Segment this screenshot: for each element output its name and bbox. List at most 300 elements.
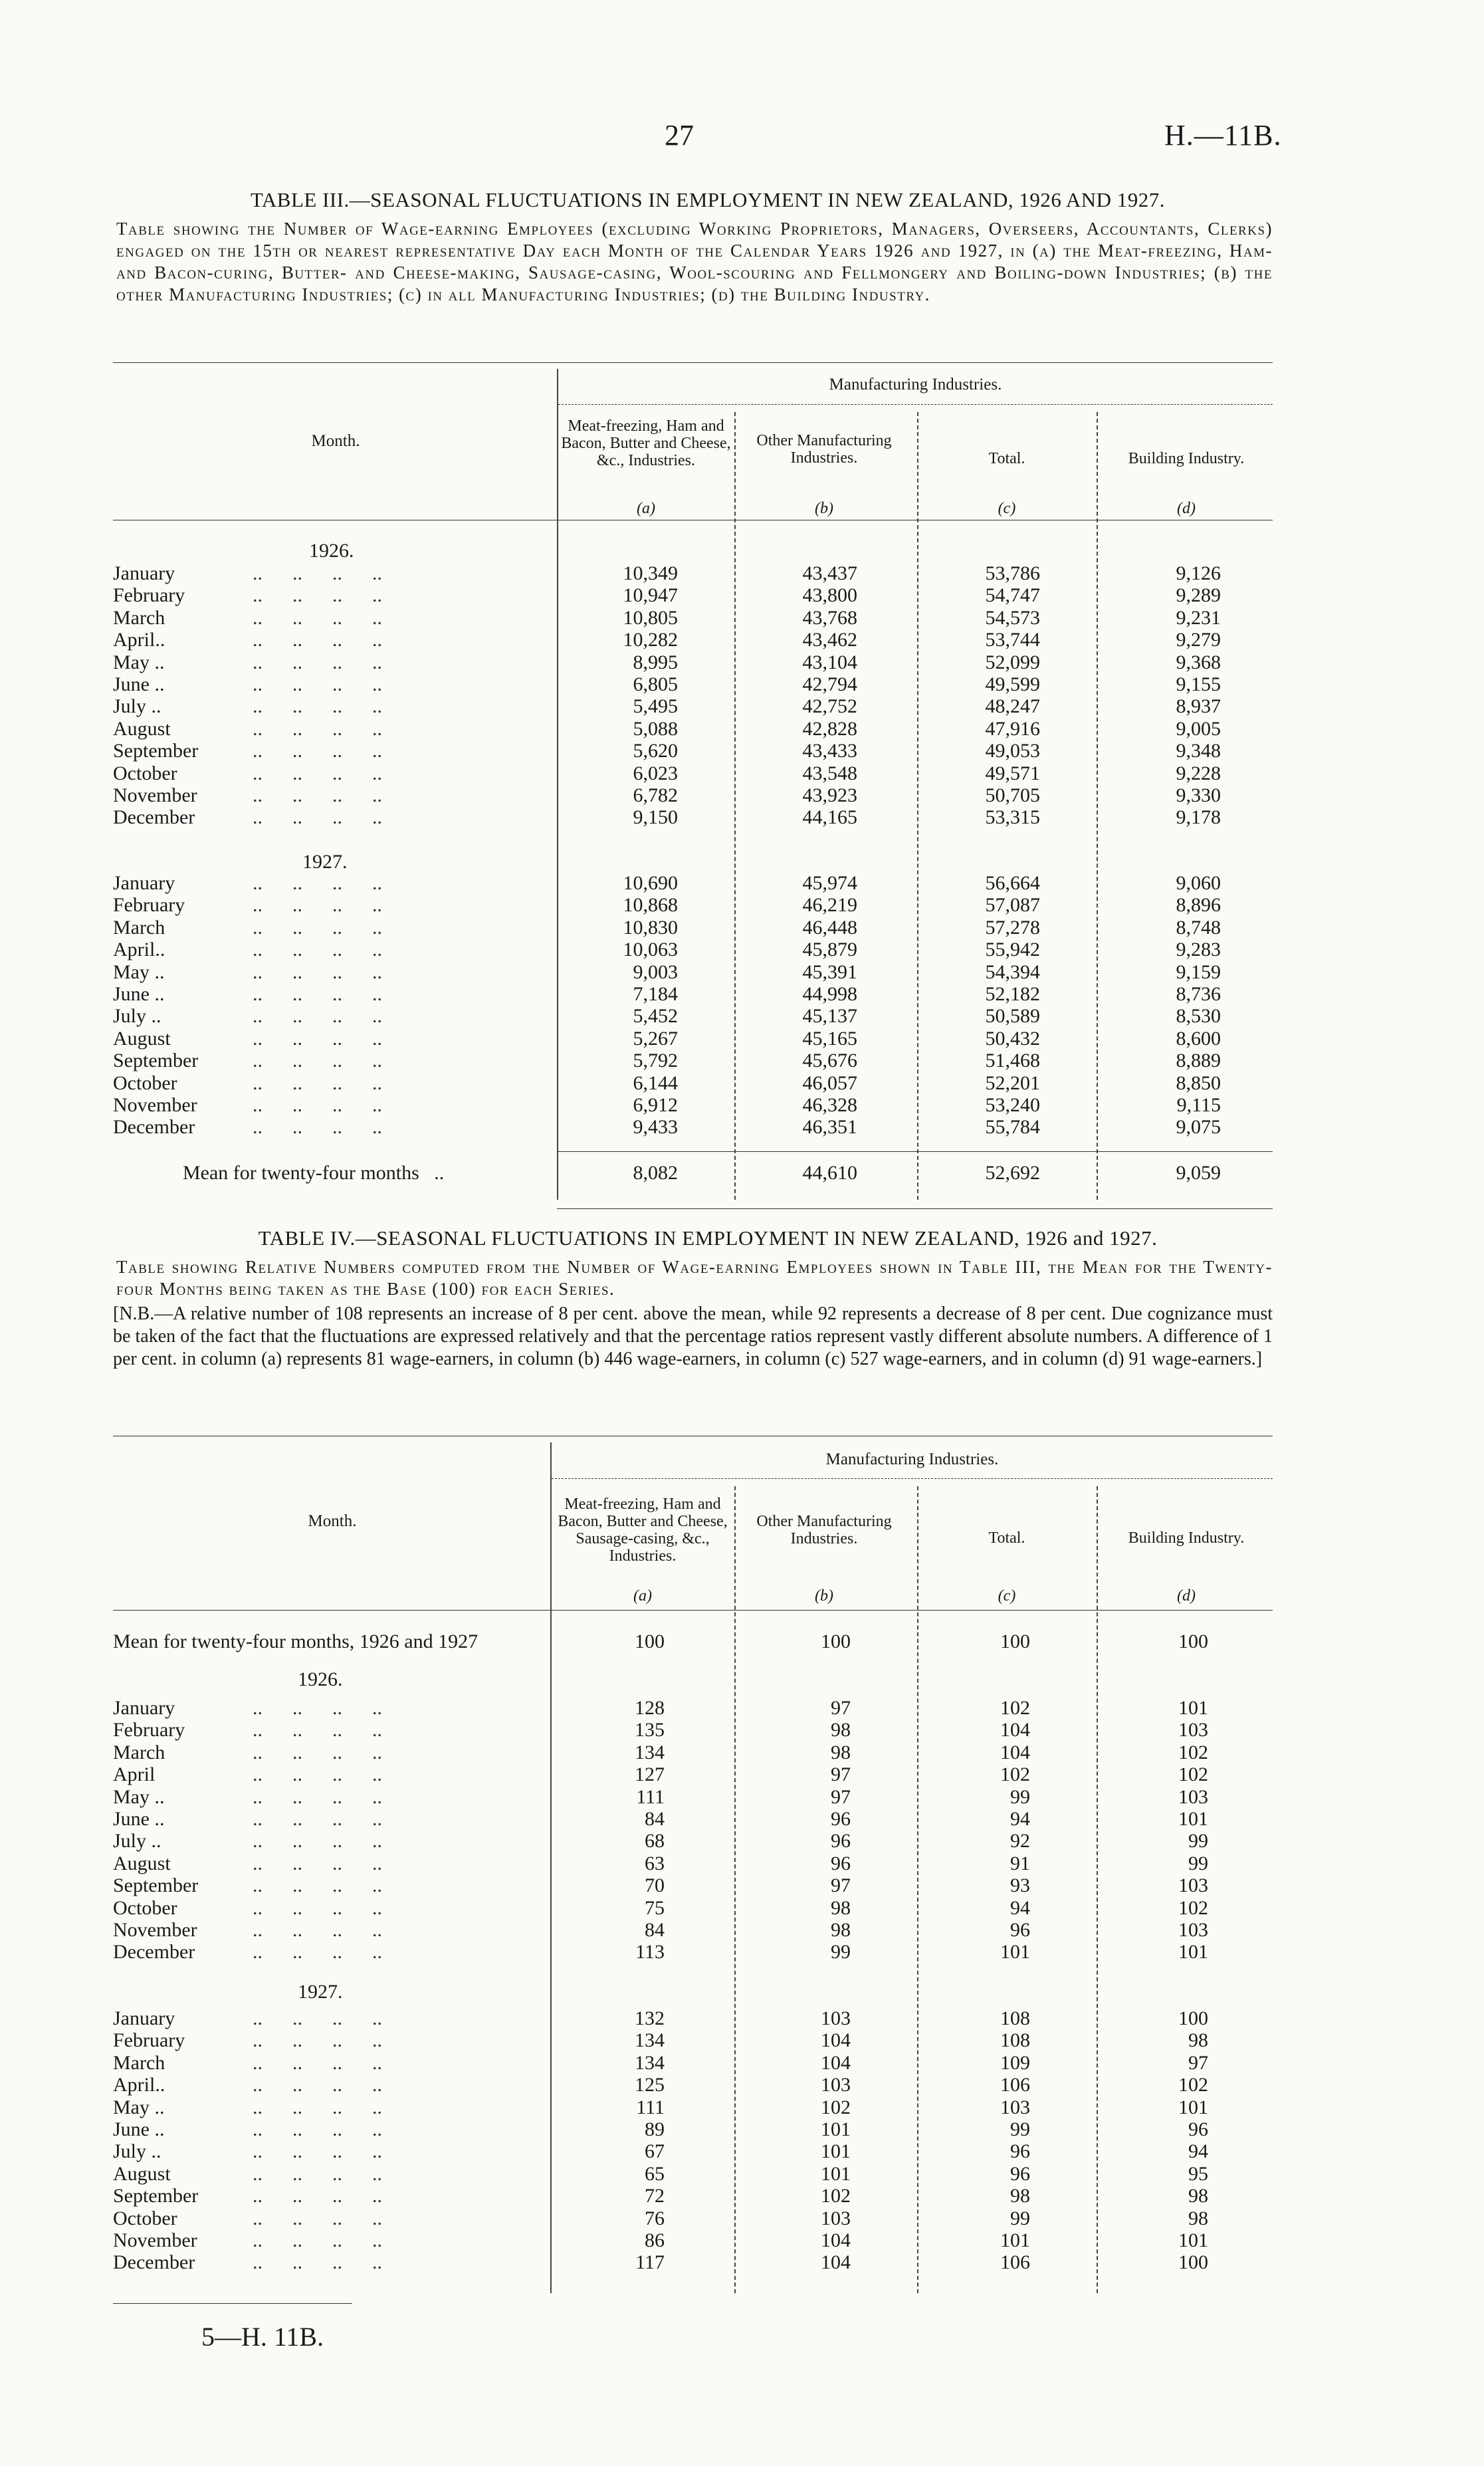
table4-row: [0, 1763, 1484, 1786]
leader-dots: .. .. .. ..: [253, 1874, 382, 1897]
leader-dots: .. .. .. ..: [253, 2029, 382, 2052]
cell-col-c: 50,432: [985, 1027, 1040, 1050]
table3-letter-a: (a): [637, 500, 655, 517]
table3-row: [0, 939, 1484, 961]
table4-description: Table showing Relative Numbers computed from the Number of Wage-earning Employees shown in Table III, the Mean for the Twenty-four Months being taken as the Base (100) for each Series.: [116, 1257, 1273, 1299]
leader-dots: .. .. .. ..: [253, 695, 382, 718]
cell-col-c: 49,571: [985, 762, 1040, 784]
table4-row: [0, 2207, 1484, 2230]
leader-dots: .. .. .. ..: [253, 2207, 382, 2229]
cell-col-b: 42,828: [802, 717, 857, 740]
leader-dots: .. .. .. ..: [253, 806, 382, 829]
cell-col-d: 8,889: [1176, 1050, 1221, 1072]
cell-col-c: 108: [1000, 2029, 1030, 2052]
table3-manufacturing-header: Manufacturing Industries.: [829, 376, 1002, 393]
month-label: July ..: [113, 695, 161, 718]
month-label: April..: [113, 629, 165, 651]
table3-row: [0, 983, 1484, 1006]
cell-col-b: 98: [831, 1741, 851, 1763]
cell-col-c: 108: [1000, 2007, 1030, 2029]
cell-col-c: 51,468: [985, 1050, 1040, 1072]
table4-col-a-header: Meat-freezing, Ham and Bacon, Butter and Cheese, Sausage-casing, &c., Industries.: [558, 1496, 728, 1565]
month-label: March: [113, 2051, 165, 2074]
cell-col-a: 70: [645, 1874, 665, 1897]
cell-col-b: 97: [831, 1874, 851, 1897]
cell-col-d: 99: [1188, 1830, 1208, 1852]
month-label: August: [113, 717, 171, 740]
table3-col-b-header: Other Manufacturing Industries.: [756, 432, 892, 467]
table3-col-c-header: Total.: [988, 450, 1025, 467]
month-label: July ..: [113, 2140, 161, 2163]
leader-dots: .. .. .. ..: [253, 762, 382, 784]
cell-col-d: 103: [1178, 1874, 1208, 1897]
cell-col-d: 102: [1178, 1741, 1208, 1763]
table4-year-1927: 1927.: [298, 1981, 343, 2003]
cell-col-b: 43,923: [802, 784, 857, 806]
cell-col-c: 109: [1000, 2051, 1030, 2074]
cell-col-b: 98: [831, 1919, 851, 1941]
month-label: December: [113, 2251, 195, 2274]
cell-col-a: 113: [635, 1941, 665, 1963]
cell-col-b: 98: [831, 1719, 851, 1741]
cell-col-d: 9,178: [1176, 806, 1221, 829]
month-label: May ..: [113, 651, 165, 673]
table3-row: [0, 584, 1484, 607]
table3-letter-b: (b): [815, 500, 833, 517]
cell-col-c: 104: [1000, 1741, 1030, 1763]
table4-manufacturing-header: Manufacturing Industries.: [825, 1450, 999, 1468]
leader-dots: .. .. .. ..: [253, 894, 382, 917]
cell-col-d: 9,228: [1176, 762, 1221, 784]
cell-col-b: 45,391: [802, 960, 857, 983]
cell-col-c: 55,784: [985, 1116, 1040, 1139]
table3-row: [0, 695, 1484, 718]
cell-col-c: 99: [1010, 1785, 1030, 1808]
cell-col-c: 49,053: [985, 740, 1040, 762]
cell-col-b: 43,462: [802, 629, 857, 651]
leader-dots: .. .. .. ..: [253, 1050, 382, 1072]
table4-row: [0, 2229, 1484, 2252]
leader-dots: .. .. .. ..: [253, 1697, 382, 1719]
leader-dots: .. .. .. ..: [253, 1071, 382, 1094]
cell-col-c: 101: [1000, 2229, 1030, 2251]
cell-col-b: 101: [821, 2140, 851, 2163]
table4-row: [0, 2118, 1484, 2141]
month-label: October: [113, 762, 177, 784]
table4-mean-col-a: 100: [635, 1630, 665, 1652]
cell-col-d: 99: [1188, 1852, 1208, 1874]
month-label: January: [113, 872, 175, 894]
month-label: June ..: [113, 2118, 165, 2140]
cell-col-c: 103: [1000, 2096, 1030, 2118]
cell-col-d: 9,368: [1176, 651, 1221, 673]
cell-col-a: 111: [636, 2096, 665, 2118]
table3-col-a-header: Meat-freezing, Ham and Bacon, Butter and Cheese, &c., Industries.: [561, 417, 731, 469]
table3-row: [0, 1028, 1484, 1050]
cell-col-a: 75: [645, 1896, 665, 1919]
month-label: April: [113, 1763, 156, 1786]
table3-year-1926: 1926.: [309, 540, 354, 562]
cell-col-b: 44,165: [802, 806, 857, 829]
cell-col-c: 94: [1010, 1896, 1030, 1919]
leader-dots: .. .. .. ..: [253, 1896, 382, 1919]
cell-col-c: 99: [1010, 2118, 1030, 2140]
cell-col-d: 9,279: [1176, 629, 1221, 651]
leader-dots: .. .. .. ..: [253, 983, 382, 1005]
month-label: October: [113, 1071, 177, 1094]
cell-col-c: 99: [1010, 2207, 1030, 2229]
table3-year-1927: 1927.: [302, 851, 348, 873]
cell-col-a: 127: [635, 1763, 665, 1786]
table3-row: [0, 784, 1484, 807]
table3-mean-col-b: 44,610: [802, 1162, 857, 1184]
cell-col-b: 104: [821, 2029, 851, 2052]
leader-dots: .. .. .. ..: [253, 1763, 382, 1786]
cell-col-b: 46,328: [802, 1094, 857, 1116]
cell-col-d: 9,115: [1176, 1094, 1221, 1116]
cell-col-c: 52,182: [985, 983, 1040, 1005]
cell-col-c: 50,589: [985, 1005, 1040, 1028]
cell-col-b: 96: [831, 1852, 851, 1874]
cell-col-b: 45,879: [802, 939, 857, 961]
month-label: October: [113, 1896, 177, 1919]
cell-col-c: 54,573: [985, 606, 1040, 629]
month-label: October: [113, 2207, 177, 2229]
cell-col-b: 98: [831, 1896, 851, 1919]
leader-dots: .. .. .. ..: [253, 606, 382, 629]
table4-year-1926: 1926.: [298, 1668, 343, 1690]
cell-col-b: 45,676: [802, 1050, 857, 1072]
cell-col-b: 44,998: [802, 983, 857, 1005]
month-label: June ..: [113, 1808, 165, 1830]
cell-col-b: 43,548: [802, 762, 857, 784]
table4-col-c-header: Total.: [988, 1529, 1025, 1547]
cell-col-b: 43,433: [802, 740, 857, 762]
cell-col-a: 5,495: [633, 695, 678, 718]
table3-row: [0, 961, 1484, 984]
table4-row: [0, 1919, 1484, 1942]
month-label: December: [113, 1941, 195, 1963]
cell-col-d: 101: [1178, 2096, 1208, 2118]
cell-col-a: 5,267: [633, 1027, 678, 1050]
cell-col-b: 104: [821, 2051, 851, 2074]
month-label: September: [113, 740, 199, 762]
cell-col-a: 10,868: [623, 894, 678, 917]
cell-col-c: 53,315: [985, 806, 1040, 829]
cell-col-a: 76: [645, 2207, 665, 2229]
leader-dots: .. .. .. ..: [253, 2074, 382, 2096]
cell-col-c: 52,099: [985, 651, 1040, 673]
cell-col-d: 8,600: [1176, 1027, 1221, 1050]
cell-col-a: 134: [635, 1741, 665, 1763]
month-label: February: [113, 584, 185, 607]
table3-row: [0, 762, 1484, 785]
cell-col-d: 8,896: [1176, 894, 1221, 917]
leader-dots: .. .. .. ..: [253, 1808, 382, 1830]
cell-col-d: 102: [1178, 2074, 1208, 2096]
leader-dots: .. .. .. ..: [253, 1919, 382, 1941]
month-label: January: [113, 562, 175, 584]
cell-col-a: 5,088: [633, 717, 678, 740]
cell-col-a: 10,947: [623, 584, 678, 607]
table4-col-d-header: Building Industry.: [1128, 1529, 1245, 1547]
leader-dots: .. .. .. ..: [253, 673, 382, 695]
cell-col-b: 43,437: [802, 562, 857, 584]
cell-col-b: 43,768: [802, 606, 857, 629]
cell-col-a: 89: [645, 2118, 665, 2140]
cell-col-b: 97: [831, 1697, 851, 1719]
cell-col-b: 45,974: [802, 872, 857, 894]
leader-dots: .. .. .. ..: [253, 562, 382, 584]
cell-col-d: 103: [1178, 1719, 1208, 1741]
table4-row: [0, 2074, 1484, 2096]
cell-col-c: 57,087: [985, 894, 1040, 917]
cell-col-c: 106: [1000, 2251, 1030, 2274]
table4-mean-label: Mean for twenty-four months, 1926 and 1927: [113, 1630, 478, 1652]
month-label: January: [113, 2007, 175, 2029]
cell-col-c: 102: [1000, 1697, 1030, 1719]
cell-col-b: 103: [821, 2074, 851, 2096]
table4-row: [0, 1941, 1484, 1963]
cell-col-b: 97: [831, 1785, 851, 1808]
cell-col-d: 96: [1188, 2118, 1208, 2140]
leader-dots: .. .. .. ..: [253, 2229, 382, 2251]
month-label: December: [113, 1116, 195, 1139]
table3-row: [0, 651, 1484, 674]
table3-row: [0, 1116, 1484, 1139]
cell-col-b: 46,057: [802, 1071, 857, 1094]
table3-row: [0, 806, 1484, 829]
table4-row: [0, 2251, 1484, 2274]
cell-col-c: 98: [1010, 2185, 1030, 2207]
table4-row: [0, 1830, 1484, 1852]
leader-dots: .. .. .. ..: [253, 740, 382, 762]
cell-col-d: 9,283: [1176, 939, 1221, 961]
table3-mean-col-d: 9,059: [1176, 1162, 1221, 1184]
cell-col-b: 42,752: [802, 695, 857, 718]
cell-col-b: 101: [821, 2118, 851, 2140]
leader-dots: .. .. .. ..: [253, 960, 382, 983]
cell-col-b: 99: [831, 1941, 851, 1963]
month-label: February: [113, 2029, 185, 2052]
month-label: April..: [113, 939, 165, 961]
cell-col-c: 52,201: [985, 1071, 1040, 1094]
cell-col-a: 5,452: [633, 1005, 678, 1028]
cell-col-a: 67: [645, 2140, 665, 2163]
cell-col-c: 53,786: [985, 562, 1040, 584]
cell-col-a: 10,805: [623, 606, 678, 629]
leader-dots: .. .. .. ..: [253, 1830, 382, 1852]
cell-col-d: 101: [1178, 1941, 1208, 1963]
month-label: July ..: [113, 1005, 161, 1028]
month-label: June ..: [113, 983, 165, 1005]
leader-dots: .. .. .. ..: [253, 629, 382, 651]
cell-col-a: 10,830: [623, 916, 678, 939]
cell-col-d: 103: [1178, 1919, 1208, 1941]
cell-col-b: 96: [831, 1808, 851, 1830]
leader-dots: .. .. .. ..: [253, 2051, 382, 2074]
cell-col-d: 94: [1188, 2140, 1208, 2163]
cell-col-d: 9,231: [1176, 606, 1221, 629]
table3-row: [0, 872, 1484, 895]
leader-dots: .. .. .. ..: [253, 916, 382, 939]
cell-col-a: 7,184: [633, 983, 678, 1005]
table4-row: [0, 2163, 1484, 2186]
cell-col-d: 9,289: [1176, 584, 1221, 607]
table3-row: [0, 1050, 1484, 1072]
cell-col-a: 63: [645, 1852, 665, 1874]
table3-mean-col-a: 8,082: [633, 1162, 678, 1184]
cell-col-c: 91: [1010, 1852, 1030, 1874]
table3-letter-d: (d): [1177, 500, 1196, 517]
cell-col-a: 86: [645, 2229, 665, 2251]
cell-col-b: 102: [821, 2185, 851, 2207]
table4-title: TABLE IV.—SEASONAL FLUCTUATIONS IN EMPLOYMENT IN NEW ZEALAND, 1926 and 1927.: [258, 1226, 1158, 1250]
cell-col-d: 9,005: [1176, 717, 1221, 740]
cell-col-a: 9,433: [633, 1116, 678, 1139]
cell-col-c: 96: [1010, 2162, 1030, 2185]
cell-col-d: 98: [1188, 2185, 1208, 2207]
month-label: November: [113, 2229, 197, 2251]
leader-dots: .. .. .. ..: [253, 2185, 382, 2207]
cell-col-a: 68: [645, 1830, 665, 1852]
month-label: November: [113, 1094, 197, 1116]
table4-row: [0, 2029, 1484, 2052]
cell-col-d: 9,348: [1176, 740, 1221, 762]
page-reference: H.—11B.: [1164, 119, 1282, 152]
leader-dots: .. .. .. ..: [253, 1741, 382, 1763]
leader-dots: .. .. .. ..: [253, 939, 382, 961]
cell-col-d: 100: [1178, 2007, 1208, 2029]
leader-dots: .. .. .. ..: [253, 717, 382, 740]
table3-mean-col-c: 52,692: [985, 1162, 1040, 1184]
cell-col-d: 101: [1178, 2229, 1208, 2251]
leader-dots: .. .. .. ..: [253, 2096, 382, 2118]
table4-row: [0, 1874, 1484, 1897]
leader-dots: .. .. .. ..: [253, 1116, 382, 1139]
cell-col-d: 9,126: [1176, 562, 1221, 584]
cell-col-d: 9,075: [1176, 1116, 1221, 1139]
cell-col-d: 8,530: [1176, 1005, 1221, 1028]
table4-row: [0, 1741, 1484, 1764]
cell-col-b: 42,794: [802, 673, 857, 695]
cell-col-c: 93: [1010, 1874, 1030, 1897]
cell-col-a: 84: [645, 1919, 665, 1941]
cell-col-c: 47,916: [985, 717, 1040, 740]
cell-col-a: 72: [645, 2185, 665, 2207]
cell-col-b: 43,800: [802, 584, 857, 607]
table4-mean-col-b: 100: [821, 1630, 851, 1652]
table4-letter-d: (d): [1177, 1587, 1196, 1605]
cell-col-a: 6,912: [633, 1094, 678, 1116]
cell-col-a: 5,792: [633, 1050, 678, 1072]
cell-col-a: 8,995: [633, 651, 678, 673]
table3-row: [0, 607, 1484, 629]
table3-row: [0, 562, 1484, 585]
table4-letter-c: (c): [998, 1587, 1016, 1605]
table4-mean-col-c: 100: [1000, 1630, 1030, 1652]
leader-dots: .. .. .. ..: [253, 1785, 382, 1808]
cell-col-a: 10,282: [623, 629, 678, 651]
cell-col-d: 97: [1188, 2051, 1208, 2074]
table3-month-header: Month.: [311, 432, 360, 450]
cell-col-c: 104: [1000, 1719, 1030, 1741]
cell-col-b: 45,165: [802, 1027, 857, 1050]
cell-col-a: 135: [635, 1719, 665, 1741]
leader-dots: .. .. .. ..: [253, 1852, 382, 1874]
month-label: May ..: [113, 960, 165, 983]
leader-dots: .. .. .. ..: [253, 2140, 382, 2163]
month-label: August: [113, 1027, 171, 1050]
table3-row: [0, 1072, 1484, 1095]
cell-col-d: 101: [1178, 1697, 1208, 1719]
cell-col-a: 117: [635, 2251, 665, 2274]
cell-col-d: 9,155: [1176, 673, 1221, 695]
table4-row: [0, 2096, 1484, 2119]
cell-col-d: 101: [1178, 1808, 1208, 1830]
cell-col-a: 128: [635, 1697, 665, 1719]
cell-col-a: 65: [645, 2162, 665, 2185]
table4-col-b-header: Other Manufacturing Industries.: [756, 1513, 892, 1547]
cell-col-a: 6,023: [633, 762, 678, 784]
leader-dots: .. .. .. ..: [253, 2118, 382, 2140]
cell-col-d: 9,330: [1176, 784, 1221, 806]
table3-row: [0, 917, 1484, 939]
cell-col-a: 9,150: [633, 806, 678, 829]
table4-row: [0, 1786, 1484, 1809]
cell-col-d: 102: [1178, 1896, 1208, 1919]
cell-col-c: 54,747: [985, 584, 1040, 607]
month-label: March: [113, 1741, 165, 1763]
table3-row: [0, 740, 1484, 762]
cell-col-b: 43,104: [802, 651, 857, 673]
cell-col-d: 103: [1178, 1785, 1208, 1808]
table4-mean-col-d: 100: [1178, 1630, 1208, 1652]
cell-col-c: 48,247: [985, 695, 1040, 718]
table3-row: [0, 1005, 1484, 1028]
cell-col-d: 8,748: [1176, 916, 1221, 939]
cell-col-a: 111: [636, 1785, 665, 1808]
month-label: September: [113, 1874, 199, 1897]
cell-col-b: 102: [821, 2096, 851, 2118]
cell-col-a: 10,063: [623, 939, 678, 961]
table4-letter-b: (b): [815, 1587, 833, 1605]
table4-row: [0, 2185, 1484, 2207]
cell-col-c: 54,394: [985, 960, 1040, 983]
cell-col-a: 9,003: [633, 960, 678, 983]
month-label: January: [113, 1697, 175, 1719]
table3-row: [0, 894, 1484, 917]
page-number: 27: [665, 119, 694, 152]
cell-col-c: 106: [1000, 2074, 1030, 2096]
leader-dots: .. .. .. ..: [253, 584, 382, 607]
month-label: April..: [113, 2074, 165, 2096]
cell-col-a: 6,805: [633, 673, 678, 695]
cell-col-c: 96: [1010, 2140, 1030, 2163]
footer-mark: 5—H. 11B.: [201, 2322, 324, 2352]
table4-row: [0, 1808, 1484, 1831]
cell-col-b: 104: [821, 2229, 851, 2251]
table4-note: [N.B.—A relative number of 108 represents an increase of 8 per cent. above the mean, while 92 represents a decrease of 8 per cent. Due cognizance must be taken of the fact that the fluctuations are expressed relatively and that the percentage ratios represent vastly different absolute numbers. A difference of 1 per cent. in column (a) represents 81 wage-earners, in column (b) 446 wage-earners, in column (c) 527 wage-earners, and in column (d) 91 wage-earners.]: [113, 1303, 1273, 1369]
cell-col-c: 102: [1000, 1763, 1030, 1786]
month-label: August: [113, 1852, 171, 1874]
leader-dots: .. .. .. ..: [253, 2007, 382, 2029]
cell-col-d: 98: [1188, 2207, 1208, 2229]
table4-row: [0, 1719, 1484, 1741]
leader-dots: .. .. .. ..: [253, 2251, 382, 2274]
cell-col-a: 134: [635, 2051, 665, 2074]
cell-col-c: 92: [1010, 1830, 1030, 1852]
